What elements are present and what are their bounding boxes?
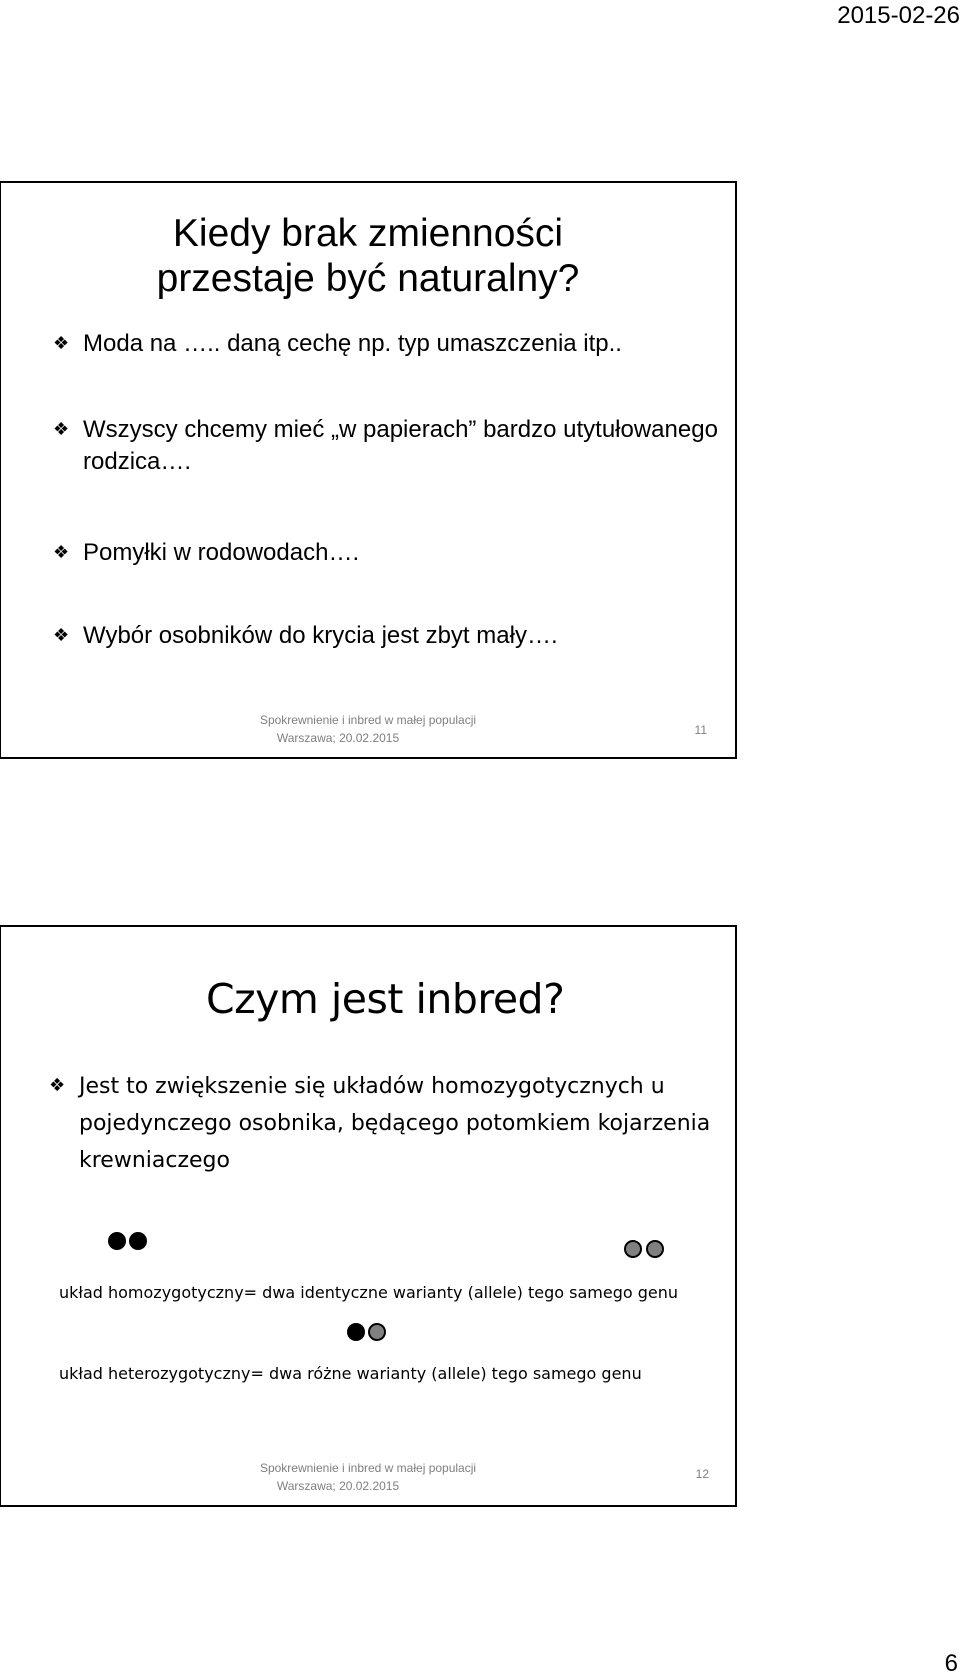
bullet-item: ❖ Jest to zwiększenie się układów homozygotycznych u pojedynczego osobnika, będącego potomkiem kojarzenia krewniaczego — [49, 1067, 739, 1179]
diamond-bullet-icon: ❖ — [53, 542, 70, 562]
allele-grey-dot — [646, 1240, 664, 1258]
diamond-bullet-icon: ❖ — [53, 419, 70, 439]
allele-dark-dot — [347, 1323, 365, 1341]
allele-grey-dot — [624, 1240, 642, 1258]
heterozygous-definition: układ heterozygotyczny= dwa różne warianty (allele) tego samego genu — [59, 1364, 642, 1383]
diamond-bullet-icon: ❖ — [49, 1075, 66, 1096]
page-number: 6 — [944, 1650, 958, 1677]
slide-number: 11 — [694, 723, 707, 737]
diamond-bullet-icon: ❖ — [53, 333, 70, 353]
slide-number: 12 — [695, 1467, 709, 1481]
slide-title: Czym jest inbred? — [206, 975, 565, 1023]
slide-11 — [0, 181, 737, 759]
bullet-item: ❖ Wybór osobników do krycia jest zbyt mały…. — [53, 619, 723, 652]
bullet-item: ❖ Pomyłki w rodowodach…. — [53, 536, 723, 569]
print-date: 2015-02-26 — [837, 2, 960, 29]
allele-dark-dot — [129, 1232, 147, 1250]
slide-footer: Spokrewnienie i inbred w małej populacji Warszawa; 20.02.2015 — [259, 713, 477, 745]
allele-grey-dot — [368, 1323, 386, 1341]
slide-12 — [0, 925, 737, 1507]
bullet-item: ❖ Wszyscy chcemy mieć „w papierach” bardzo utytułowanego rodzica…. — [53, 413, 723, 478]
slide-footer: Spokrewnienie i inbred w małej populacji Warszawa; 20.02.2015 — [259, 1461, 477, 1493]
homozygous-definition: układ homozygotyczny= dwa identyczne warianty (allele) tego samego genu — [59, 1283, 678, 1302]
allele-dark-dot — [108, 1232, 126, 1250]
diamond-bullet-icon: ❖ — [53, 625, 70, 645]
bullet-item: ❖ Moda na ….. daną cechę np. typ umaszczenia itp.. — [53, 327, 723, 360]
slide-title: Kiedy brak zmienności przestaje być naturalny? — [156, 212, 580, 300]
